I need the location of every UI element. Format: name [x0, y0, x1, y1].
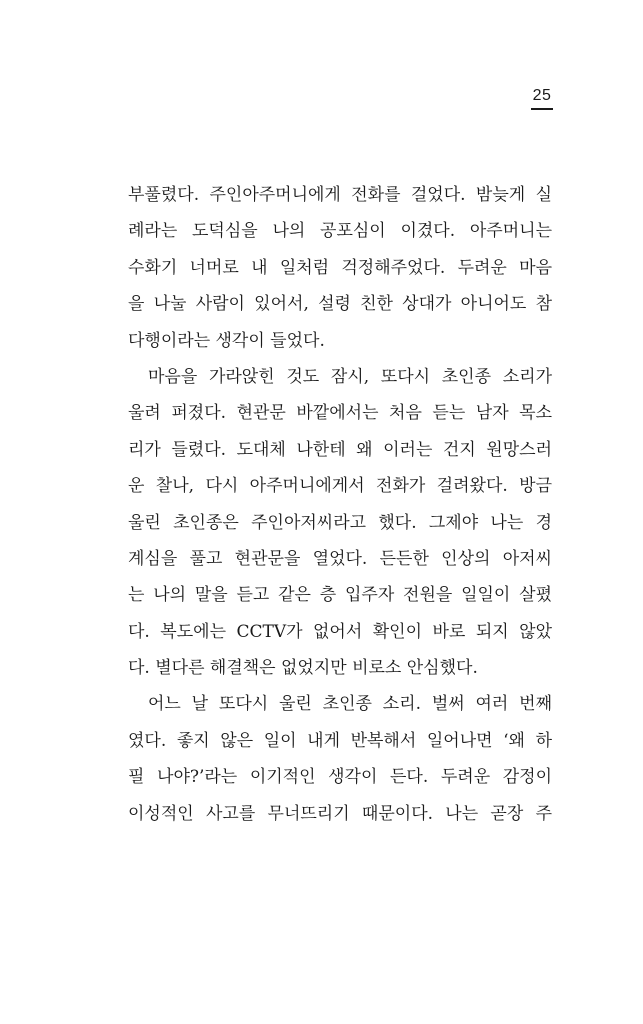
paragraph-2	[128, 359, 552, 687]
text-line: 을 나눌 사람이 있어서, 설령 친한 상대가 아니어도 참	[128, 294, 552, 315]
text-line: 필 나야?’라는 이기적인 생각이 든다. 두려운 감정이	[128, 767, 552, 788]
text-line: 울려 퍼졌다. 현관문 바깥에서는 처음 듣는 남자 목소	[128, 403, 552, 424]
text-line: 례라는 도덕심을 나의 공포심이 이겼다. 아주머니는	[128, 221, 552, 242]
paragraph-1	[128, 177, 552, 359]
text-line: 리가 들렸다. 도대체 나한테 왜 이러는 건지 원망스러	[128, 439, 552, 460]
text-line: 운 찰나, 다시 아주머니에게서 전화가 걸려왔다. 방금	[128, 476, 552, 497]
page-number: 25	[532, 87, 552, 104]
text-line: 다. 별다른 해결책은 없었지만 비로소 안심했다.	[128, 658, 478, 679]
text-line: 는 나의 말을 듣고 같은 층 입주자 전원을 일일이 살폈	[128, 585, 552, 606]
body-text	[128, 177, 552, 832]
text-line: 이성적인 사고를 무너뜨리기 때문이다. 나는 곧장 주	[128, 803, 552, 824]
text-line: 다. 복도에는 CCTV가 없어서 확인이 바로 되지 않았	[128, 621, 552, 642]
page-number-underline	[531, 108, 553, 110]
text-line: 수화기 너머로 내 일처럼 걱정해주었다. 두려운 마음	[128, 257, 552, 278]
text-line: 어느 날 또다시 울린 초인종 소리. 벌써 여러 번째	[148, 694, 552, 715]
text-line: 계심을 풀고 현관문을 열었다. 든든한 인상의 아저씨	[128, 548, 552, 569]
paragraph-3	[128, 686, 552, 832]
text-line: 마음을 가라앉힌 것도 잠시, 또다시 초인종 소리가	[148, 366, 552, 387]
text-line: 부풀렸다. 주인아주머니에게 전화를 걸었다. 밤늦게 실	[128, 185, 552, 205]
text-line: 다행이라는 생각이 들었다.	[128, 330, 325, 351]
text-line: 였다. 좋지 않은 일이 내게 반복해서 일어나면 ‘왜 하	[128, 730, 552, 751]
text-line: 울린 초인종은 주인아저씨라고 했다. 그제야 나는 경	[128, 512, 552, 533]
